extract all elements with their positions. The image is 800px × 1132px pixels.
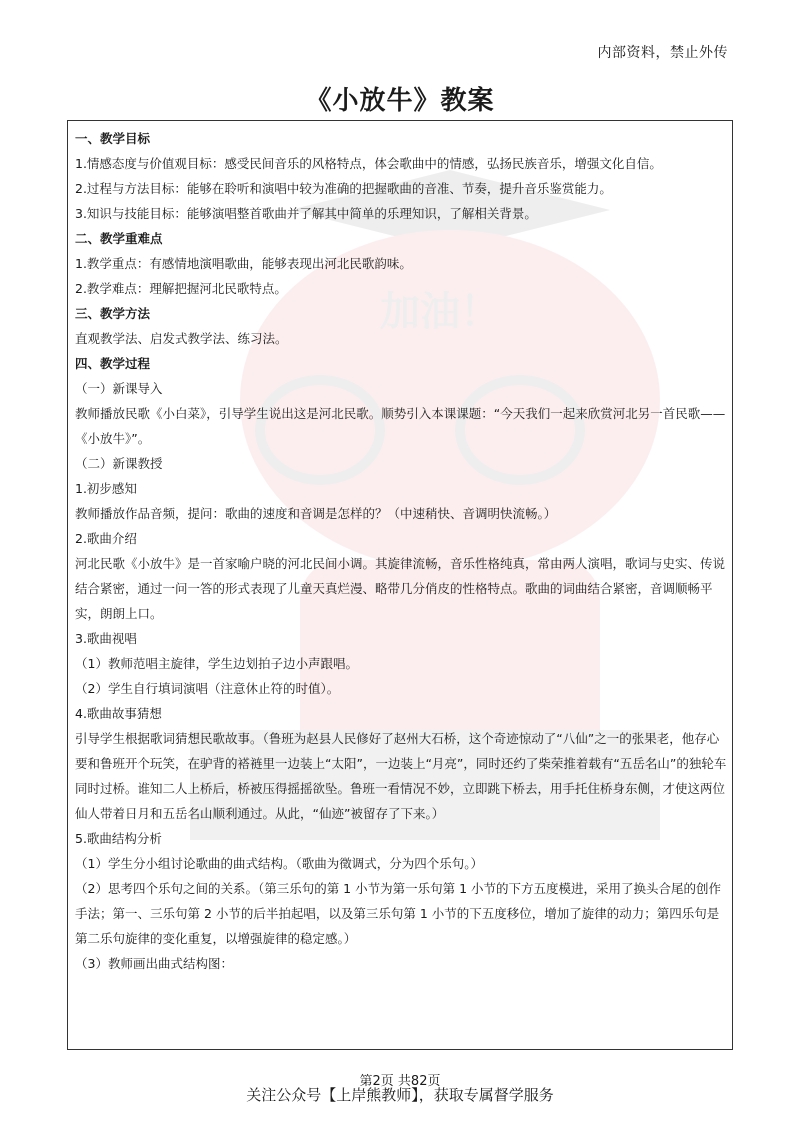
paragraph: 河北民歌《小放牛》是一首家喻户晓的河北民间小调。其旋律流畅，音乐性格纯真，常由两人演唱，歌词与史实、传说结合紧密，通过一问一答的形式表现了儿童天真烂漫、略带几分俏皮的性格特点。歌曲的词曲结合紧密，音调顺畅平实，朗朗上口。	[75, 556, 726, 621]
section-heading-key-points: 二、教学重难点	[75, 231, 163, 246]
section-heading-goals: 一、教学目标	[75, 131, 151, 146]
paragraph: （2）思考四个乐句之间的关系。（第三乐句的第 1 小节为第一乐句第 1 小节的下方五度模进，采用了换头合尾的创作手法；第一、三乐句第 2 小节的后半拍起唱，以及第三乐句第 1 小节的下五度移位，增加了旋律的动力；第四乐句是第二乐句旋律的变化重复，以增强旋律的稳定感。）	[75, 881, 722, 946]
paragraph: 2.教学难点：理解把握河北民歌特点。	[75, 281, 287, 296]
paragraph: （2）学生自行填词演唱（注意休止符的时值）。	[75, 681, 340, 696]
confidential-note: 内部资料，禁止外传	[597, 45, 728, 61]
page-number: 第2页 共82页	[359, 1074, 441, 1089]
paragraph: 直观教学法、启发式教学法、练习法。	[75, 331, 288, 346]
watermark-badge-text: 加油！	[380, 289, 500, 335]
footer-promo-note: 关注公众号【上岸熊教师】，获取专属督学服务	[246, 1086, 554, 1104]
paragraph: 2.过程与方法目标：能够在聆听和演唱中较为准确的把握歌曲的音准、节奏，提升音乐鉴赏能力。	[75, 181, 612, 196]
subsection-heading: （二）新课教授	[75, 456, 163, 471]
paragraph: 引导学生根据歌词猜想民歌故事。（鲁班为赵县人民修好了赵州大石桥，这个奇迹惊动了“八仙”之一的张果老，他存心要和鲁班开个玩笑，在驴背的褡裢里一边装上“太阳”，一边装上“月亮”，同时还约了柴荣推着载有“五岳名山”的独轮车同时过桥。谁知二人上桥后，桥被压得摇摇欲坠。鲁班一看情况不妙，立即跳下桥去，用手托住桥身东侧，才使这两位仙人带着日月和五岳名山顺利通过。从此，“仙迹”被留存了下来。）	[75, 731, 727, 821]
paragraph: 1.情感态度与价值观目标：感受民间音乐的风格特点，体会歌曲中的情感，弘扬民族音乐，增强文化自信。	[75, 156, 662, 171]
paragraph: 3.知识与技能目标：能够演唱整首歌曲并了解其中简单的乐理知识，了解相关背景。	[75, 206, 537, 221]
step-heading: 1.初步感知	[75, 481, 137, 496]
paragraph: 教师播放民歌《小白菜》，引导学生说出这是河北民歌。顺势引入本课课题：“今天我们一起来欣赏河北另一首民歌——《小放牛》”。	[75, 406, 726, 446]
step-heading: 3.歌曲视唱	[75, 631, 137, 646]
paragraph: （3）教师画出曲式结构图：	[75, 956, 233, 971]
subsection-heading: （一）新课导入	[75, 381, 163, 396]
paragraph: （1）教师范唱主旋律，学生边划拍子边小声跟唱。	[75, 656, 358, 671]
step-heading: 5.歌曲结构分析	[75, 831, 162, 846]
paragraph: 1.教学重点：有感情地演唱歌曲，能够表现出河北民歌韵味。	[75, 256, 412, 271]
section-heading-process: 四、教学过程	[75, 356, 151, 371]
paragraph: （1）学生分小组讨论歌曲的曲式结构。（歌曲为徵调式，分为四个乐句。）	[75, 856, 483, 871]
step-heading: 2.歌曲介绍	[75, 531, 137, 546]
paragraph: 教师播放作品音频，提问：歌曲的速度和音调是怎样的？（中速稍快、音调明快流畅。）	[75, 506, 557, 521]
lesson-plan-body	[75, 126, 727, 976]
section-heading-methods: 三、教学方法	[75, 306, 151, 321]
step-heading: 4.歌曲故事猜想	[75, 706, 162, 721]
document-title: 《小放牛》教案	[305, 86, 495, 116]
